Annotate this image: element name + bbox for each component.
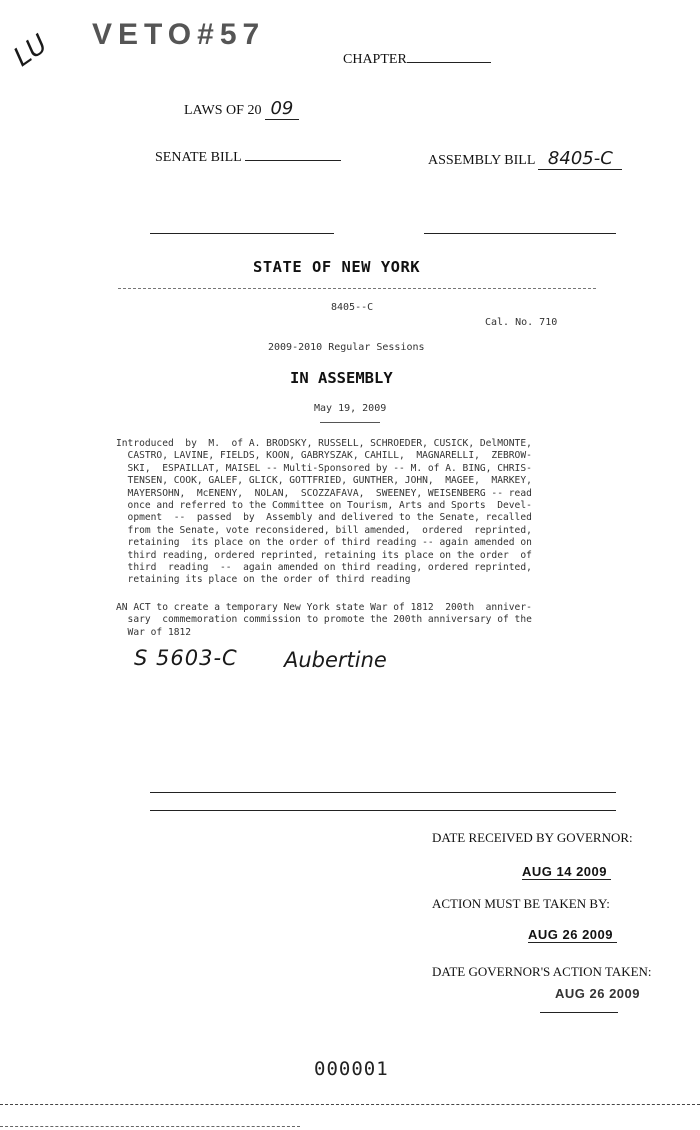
introduction-date: May 19, 2009 xyxy=(314,403,387,414)
act-line: sary commemoration commission to promote the 200th anniversary of the xyxy=(116,614,532,626)
date-divider xyxy=(320,422,380,423)
introduced-line: from the Senate, vote reconsidered, bill amended, ordered reprinted, xyxy=(116,524,532,536)
title-divider xyxy=(118,288,596,289)
date-received-label: DATE RECEIVED BY GOVERNOR: xyxy=(432,830,633,845)
introduced-line: Introduced by M. of A. BRODSKY, RUSSELL, SCHROEDER, CUSICK, DelMONTE, xyxy=(116,438,532,449)
assembly-bill-label: ASSEMBLY BILL xyxy=(428,153,535,168)
senate-companion: S 5603-C xyxy=(134,646,238,670)
assembly-bill-field xyxy=(428,148,622,170)
introduced-line: third reading -- again amended on third reading, ordered reprinted, xyxy=(116,562,532,574)
senate-bill-blank xyxy=(245,148,341,161)
senate-bill-label: SENATE BILL xyxy=(155,150,242,165)
page-number: 000001 xyxy=(314,1058,389,1080)
action-taken-line xyxy=(540,1012,618,1013)
introduced-line: once and referred to the Committee on Tourism, Arts and Sports Devel- xyxy=(116,500,532,512)
scan-edge-top xyxy=(0,1104,700,1105)
lower-line-1 xyxy=(150,792,616,793)
introduced-line: TENSEN, COOK, GALEF, GLICK, GOTTFRIED, GUNTHER, JOHN, MAGEE, MARKEY, xyxy=(116,475,532,487)
introduced-line: SKI, ESPAILLAT, MAISEL -- Multi-Sponsored by -- M. of A. BING, CHRIS- xyxy=(116,462,532,474)
introduced-line: CASTRO, LAVINE, FIELDS, KOON, GABRYSZAK, CAHILL, MAGNARELLI, ZEBROW- xyxy=(116,450,532,462)
laws-field xyxy=(184,98,299,120)
state-title: STATE OF NEW YORK xyxy=(253,258,421,276)
chamber-title: IN ASSEMBLY xyxy=(290,369,393,387)
laws-label: LAWS OF 20 xyxy=(184,103,262,118)
introduced-line: retaining its place on the order of third reading -- again amended on xyxy=(116,537,532,549)
introduced-line: retaining its place on the order of third reading xyxy=(116,574,411,586)
action-by-stamp: AUG 26 2009 xyxy=(528,927,617,943)
senate-sponsor: Aubertine xyxy=(284,648,387,672)
introduced-line: MAYERSOHN, McENENY, NOLAN, SCOZZAFAVA, SWEENEY, WEISENBERG -- read xyxy=(116,487,532,499)
signature-line-left xyxy=(150,233,334,234)
lower-line-2 xyxy=(150,810,616,811)
action-taken-stamp: AUG 26 2009 xyxy=(555,986,640,1001)
margin-mark: LU xyxy=(8,29,54,73)
bill-number: 8405--C xyxy=(331,302,374,313)
veto-mark: VETO#57 xyxy=(92,18,266,51)
signature-line-right xyxy=(424,233,616,234)
action-taken-label: DATE GOVERNOR'S ACTION TAKEN: xyxy=(432,964,652,979)
chapter-label: CHAPTER xyxy=(343,52,407,67)
chapter-blank xyxy=(407,50,491,63)
act-line: War of 1812 xyxy=(116,626,192,638)
senate-bill-field xyxy=(155,148,341,166)
calendar-number: Cal. No. 710 xyxy=(485,317,558,328)
introduced-paragraph xyxy=(116,438,532,587)
assembly-bill-number: 8405-C xyxy=(538,148,622,170)
act-line: AN ACT to create a temporary New York state War of 1812 200th anniver- xyxy=(116,602,532,613)
action-by-label: ACTION MUST BE TAKEN BY: xyxy=(432,896,610,911)
sessions: 2009-2010 Regular Sessions xyxy=(268,342,425,353)
chapter-field xyxy=(343,50,491,68)
introduced-line: third reading, ordered reprinted, retaining its place on the order of xyxy=(116,549,532,561)
act-paragraph xyxy=(116,602,532,639)
scan-edge-bottom xyxy=(0,1126,300,1127)
introduced-line: opment -- passed by Assembly and delivered to the Senate, recalled xyxy=(116,512,532,524)
laws-year: 09 xyxy=(265,98,299,120)
date-received-stamp: AUG 14 2009 xyxy=(522,864,611,880)
